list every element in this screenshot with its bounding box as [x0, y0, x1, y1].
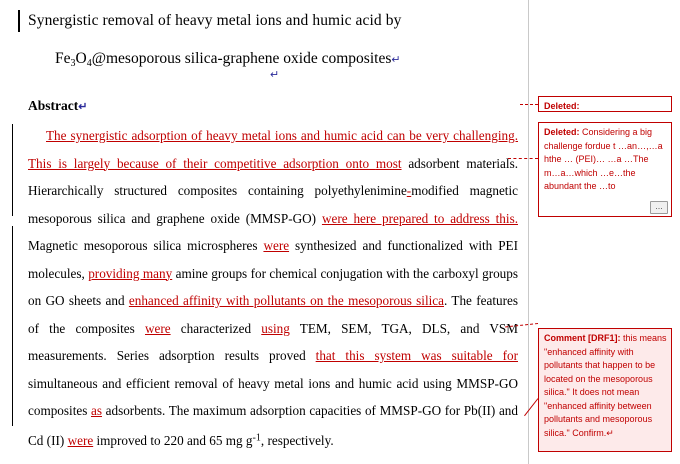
abstract-paragraph-text [28, 122, 518, 455]
text-run: adsorbent materials. [401, 155, 518, 171]
deleted-balloon[interactable] [538, 122, 672, 217]
inserted-text-run: as [90, 403, 102, 418]
paragraph-mark-icon-2: ↵ [270, 69, 280, 81]
comment-anchor-line [524, 398, 538, 416]
text-run: adsorbents. The maximum adsorption capacities of MMSP-GO for Pb(II) and Cd (II) [28, 403, 518, 448]
title-formula-sub-1: 3 [70, 57, 76, 69]
inserted-text-run: that this system was suitable for [315, 348, 518, 363]
inserted-text-run: enhanced affinity with pollutants on the mesoporous silica [128, 293, 444, 308]
title-formula-post: @mesoporous silica-graphene oxide composites [91, 50, 392, 67]
title-formula-mid: O [75, 50, 87, 67]
comment-balloon[interactable] [538, 328, 672, 452]
margin-separator [528, 0, 529, 464]
text-run: Hierarchically structured composites containing polyethylenimine [28, 183, 407, 198]
tracked-changes-runs [28, 128, 518, 448]
text-run: modified magnetic mesoporous silica and graphene oxide (MMSP-GO) [28, 183, 518, 226]
inserted-text-run: providing many [88, 265, 173, 281]
inserted-text-run: were here prepared to address this. [321, 210, 518, 226]
balloon-label: Comment [DRF1]: [544, 333, 621, 343]
document-title [28, 8, 528, 77]
paragraph-mark-icon-3: ↵ [78, 101, 88, 113]
text-run: Magnetic mesoporous silica microspheres [28, 238, 264, 253]
title-line-1: Synergistic removal of heavy metal ions and humic acid by [28, 12, 402, 29]
abstract-paragraph [28, 122, 518, 455]
connector-deleted-2 [508, 158, 538, 159]
text-run: -1 [252, 432, 261, 444]
change-bar-1 [12, 124, 13, 216]
inserted-text-run: can be very challenging. This is largely because of [28, 128, 518, 171]
inserted-text-run: using [261, 320, 290, 336]
balloon-body: Considering a big challenge fordue t …an…,…a hthe … (PEI)… …a …The m…a…which …e…the abundant the …to [544, 127, 663, 191]
title-change-bar [18, 10, 20, 32]
text-run: simultaneous and efficient removal of heavy metal ions and humic acid using MMSP-GO composites [28, 375, 518, 418]
balloon-label: Deleted: [544, 127, 580, 137]
balloon-label: Deleted: [544, 101, 580, 111]
inserted-text-run: synergistic adsorption of heavy metal ions and humic acid [66, 128, 387, 143]
title-formula-pre: Fe [55, 50, 71, 67]
title-formula-sub-2: 4 [86, 57, 92, 69]
abstract-heading-label: Abstract [28, 98, 79, 113]
inserted-text-run: were [144, 320, 171, 336]
inserted-text-run: were [67, 433, 94, 448]
inserted-text-run: - [406, 183, 412, 198]
change-bar-2 [12, 226, 13, 426]
inserted-text-run: most [375, 155, 402, 171]
text-run: amine groups for chemical conjugation with the carboxyl groups on GO sheets and [28, 265, 518, 308]
paragraph-mark-icon: ↵ [391, 54, 401, 66]
inserted-text-run: their competitive adsorption onto [176, 155, 376, 171]
balloon-expand-button[interactable]: … [650, 201, 668, 214]
text-run: TEM, SEM, TGA, DLS, and VSM measurements. Series adsorption results proved [28, 320, 518, 363]
text-run: , respectively. [260, 433, 334, 448]
text-run: improved to 220 and 65 mg g [93, 433, 253, 448]
text-run: characterized [170, 320, 262, 336]
text-run: synthesized and functionalized with PEI molecules, [28, 238, 518, 281]
title-line-2 [55, 46, 528, 77]
balloon-body: this means "enhanced affinity with pollutants that happen to be located on the mesoporous silica." It does not mean "enhanced affinity between pollutants and mesoporous silica." Confirm.↵ [544, 333, 667, 438]
inserted-text-run: were [263, 238, 290, 253]
deleted-balloon[interactable] [538, 96, 672, 112]
inserted-text-run: The [46, 128, 67, 143]
text-run: . The features of the composites [28, 293, 518, 336]
abstract-heading [28, 98, 87, 114]
connector-deleted-1 [520, 104, 538, 105]
